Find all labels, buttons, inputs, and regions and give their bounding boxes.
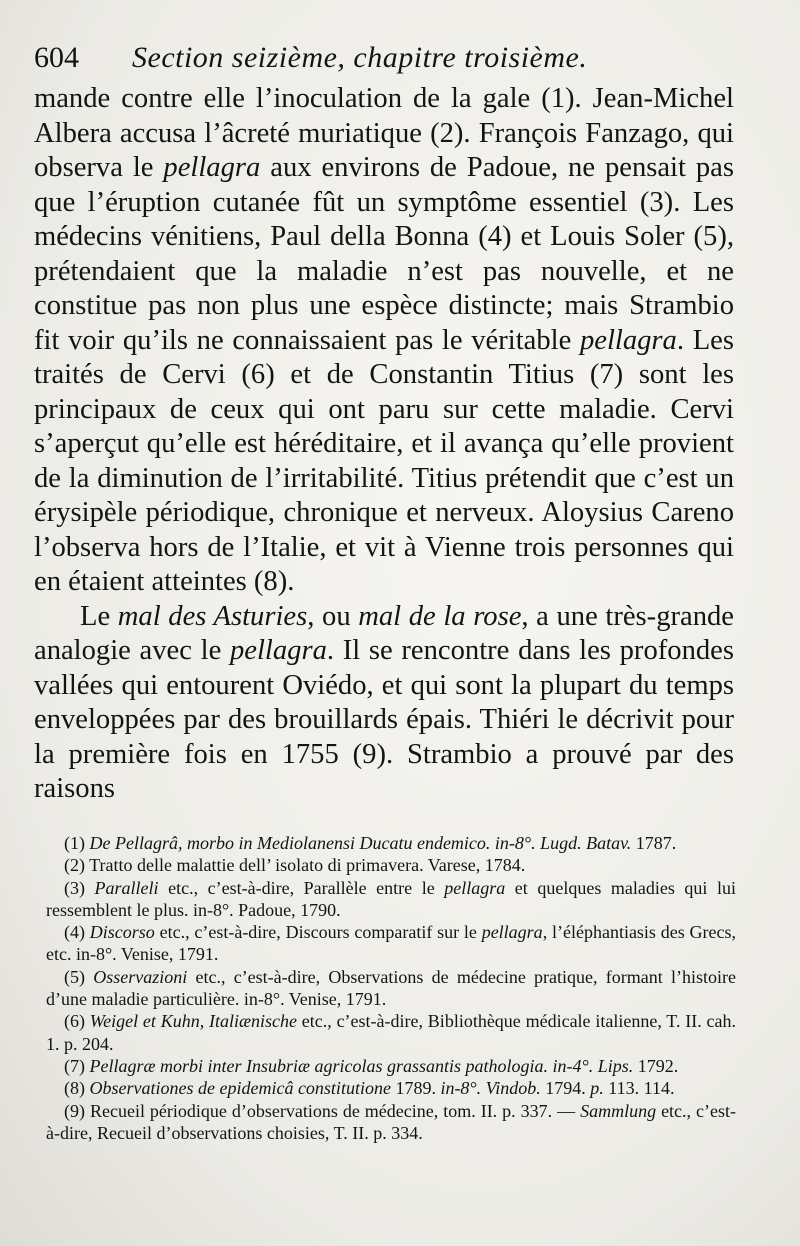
italic-text: pellagra: [229, 635, 327, 666]
paragraph: [34, 82, 734, 600]
footnote: [46, 877, 736, 922]
footnote: [46, 1077, 736, 1099]
italic-text: De Pellagrâ, morbo in Mediolanensi Ducatu endemico. in-8°. Lugd. Batav.: [89, 833, 632, 853]
footnote-number: (7): [64, 1055, 90, 1076]
italic-text: Discorso: [89, 922, 155, 943]
italic-text: p.: [590, 1078, 604, 1099]
footnote-number: (5): [64, 966, 94, 987]
footnote: [46, 832, 736, 854]
text-run: etc., c’est-à-dire, Discours comparatif sur le: [154, 922, 482, 943]
text-run: aux environs de Padoue, ne pensait pas que l’éruption cutanée fût un symptôme essentiel (3). Les médecins vénitiens, Paul della Bonna (4) et Louis Soler (5), prétendaient que la maladie n’est pas nouvelle, et ne constitue pas non plus une espèce distincte; mais Strambio fit voir qu’ils ne connaissaient pas le véritable: [34, 152, 734, 356]
main-text: [34, 82, 734, 807]
footnote-number: (4): [64, 922, 90, 943]
footnote-number: (2): [64, 855, 90, 876]
footnote-number: (8): [64, 1078, 90, 1099]
italic-text: pellagra: [444, 877, 506, 898]
italic-text: Observationes de epidemicâ constitutione: [89, 1078, 391, 1099]
text-run: etc., c’est-à-dire, Observations de médecine pratique, formant l’histoire d’une maladie particulière. in-8°. Venise, 1791.: [46, 966, 736, 1010]
text-run: 113. 114.: [603, 1078, 675, 1099]
text-run: Tratto delle malattie dell’ isolato di primavera. Varese, 1784.: [89, 855, 526, 876]
italic-text: pellagra: [481, 922, 543, 943]
italic-text: pellagra: [163, 152, 261, 183]
text-run: . Il se rencontre dans les profondes vallées qui entourent Oviédo, et qui sont la plupart du temps enveloppées par des brouillards épais. Thiéri le décrivit pour la première fois en 1755 (9). Strambio a prouvé par des raisons: [34, 635, 734, 804]
italic-text: in-8°. Vindob.: [440, 1078, 541, 1099]
footnotes: [46, 832, 736, 1144]
italic-text: Paralleli: [94, 877, 159, 898]
text-run: etc., c’est-à-dire, Parallèle entre le: [158, 877, 445, 898]
text-run: et quelques maladies qui lui ressemblent le plus. in-8°. Padoue, 1790.: [46, 877, 736, 920]
footnote: [46, 966, 736, 1011]
running-head: Section seizième, chapitre troisième.: [132, 41, 588, 74]
page-number: 604: [34, 41, 79, 74]
paragraph: [34, 600, 734, 807]
footnote: [46, 1010, 736, 1055]
footnote-number: (3): [64, 877, 95, 898]
page-header: [30, 40, 770, 76]
text-run: 1787.: [631, 833, 677, 853]
text-run: etc., c’est-à-dire, Bibliothèque médicale italienne, T. II. cah. 1. p. 204.: [46, 1011, 737, 1054]
italic-text: mal de la rose: [358, 600, 522, 632]
text-run: Le: [80, 600, 118, 632]
footnote: [46, 921, 736, 966]
text-run: 1794.: [540, 1078, 591, 1099]
footnote-number: (6): [64, 1011, 90, 1032]
italic-text: mal des Asturies: [117, 600, 308, 632]
italic-text: Osservazioni: [93, 966, 188, 987]
text-run: , l’éléphantiasis des Grecs, etc. in-8°. Venise, 1791.: [46, 922, 736, 965]
text-run: etc., c’est-à-dire, Recueil d’observations choisies, T. II. p. 334.: [46, 1100, 736, 1143]
footnote-number: (1): [64, 833, 90, 853]
footnote: [46, 854, 736, 876]
italic-text: Sammlung: [580, 1100, 657, 1121]
footnote: [46, 1100, 736, 1145]
text-run: 1792.: [633, 1055, 679, 1076]
text-run: mande contre elle l’inoculation de la gale (1). Jean-Michel Albera accusa l’âcreté muriatique (2). François Fanzago, qui observa le: [34, 83, 734, 183]
footnote: [46, 1055, 736, 1077]
italic-text: pellagra: [579, 324, 677, 356]
italic-text: Weigel et Kuhn, Italiænische: [89, 1011, 297, 1032]
text-run: , a une très-grande analogie avec le: [34, 600, 734, 666]
text-run: Recueil périodique d’observations de médecine, tom. II. p. 337. —: [89, 1100, 581, 1121]
text-run: , ou: [307, 600, 359, 632]
text-run: 1789.: [390, 1078, 441, 1099]
text-run: . Les traités de Cervi (6) et de Constantin Titius (7) sont les principaux de ceux qui ont paru sur cette maladie. Cervi s’aperçut qu’elle est héréditaire, et il avança qu’elle provient de la diminution de l’irritabilité. Titius prétendit que c’est un érysipèle périodique, chronique et nerveux. Aloysius Careno l’observa hors de l’Italie, et vit à Vienne trois personnes qui en étaient atteintes (8).: [34, 324, 734, 597]
footnote-number: (9): [64, 1100, 90, 1121]
italic-text: Pellagræ morbi inter Insubriæ agricolas grassantis pathologia. in-4°. Lips.: [89, 1055, 634, 1076]
